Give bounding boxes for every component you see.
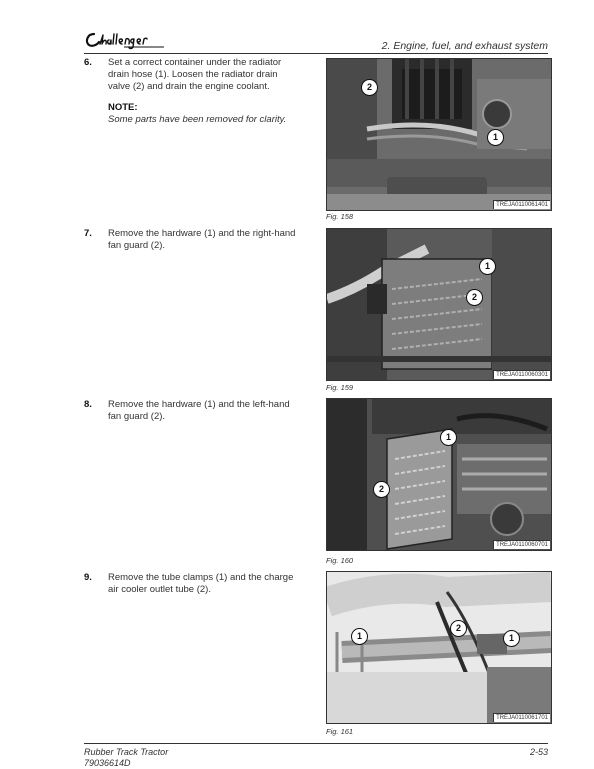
footer-rule <box>84 743 548 744</box>
figure-code: TREJA0110060301 <box>493 370 550 379</box>
note-label: NOTE: <box>108 102 138 113</box>
figure-161 <box>326 571 552 724</box>
step-text: Remove the hardware (1) and the right-hand fan guard (2). <box>108 228 296 251</box>
step-text: Remove the hardware (1) and the left-hand fan guard (2). <box>108 399 290 422</box>
figure-caption: Fig. 159 <box>326 383 354 392</box>
figure-caption: Fig. 160 <box>326 556 354 565</box>
right-fan-guard-illustration <box>327 229 551 380</box>
step-9 <box>84 572 300 596</box>
figure-code: TREJA0110060701 <box>493 540 550 549</box>
step-number: 6. <box>84 57 92 68</box>
figure-caption: Fig. 158 <box>326 212 354 221</box>
footer-title: Rubber Track Tractor <box>84 747 169 757</box>
callout-2: 2 <box>373 481 390 498</box>
section-title: 2. Engine, fuel, and exhaust system <box>381 40 548 52</box>
note-text: Some parts have been removed for clarity. <box>108 114 287 125</box>
footer-document-info <box>84 747 168 769</box>
footer-doc-number: 79036614D <box>84 758 131 768</box>
callout-1: 1 <box>503 630 520 647</box>
callout-2: 2 <box>466 289 483 306</box>
figure-caption: Fig. 161 <box>326 727 354 736</box>
figure-158 <box>326 58 552 211</box>
step-text: Remove the tube clamps (1) and the charge air cooler outlet tube (2). <box>108 572 294 595</box>
step-number: 7. <box>84 228 92 239</box>
callout-1: 1 <box>440 429 457 446</box>
step-6 <box>84 57 300 126</box>
challenger-logo <box>84 30 166 50</box>
figure-159 <box>326 228 552 381</box>
callout-1: 1 <box>351 628 368 645</box>
step-text: Set a correct container under the radiator drain hose (1). Loosen the radiator drain valve (2) and drain the engine coolant. <box>108 57 282 92</box>
header-rule <box>84 53 548 54</box>
figure-code: TREJA0110061701 <box>493 713 550 722</box>
callout-1: 1 <box>479 258 496 275</box>
callout-2: 2 <box>450 620 467 637</box>
callout-2: 2 <box>361 79 378 96</box>
figure-160 <box>326 398 552 551</box>
callout-1: 1 <box>487 129 504 146</box>
left-fan-guard-illustration <box>327 399 551 550</box>
step-8 <box>84 399 300 423</box>
charge-air-tube-illustration <box>327 572 551 723</box>
page-number: 2-53 <box>529 747 548 757</box>
step-number: 9. <box>84 572 92 583</box>
figure-code: TREJA0110061401 <box>493 200 550 209</box>
step-number: 8. <box>84 399 92 410</box>
radiator-drain-illustration <box>327 59 551 210</box>
step-7 <box>84 228 300 252</box>
